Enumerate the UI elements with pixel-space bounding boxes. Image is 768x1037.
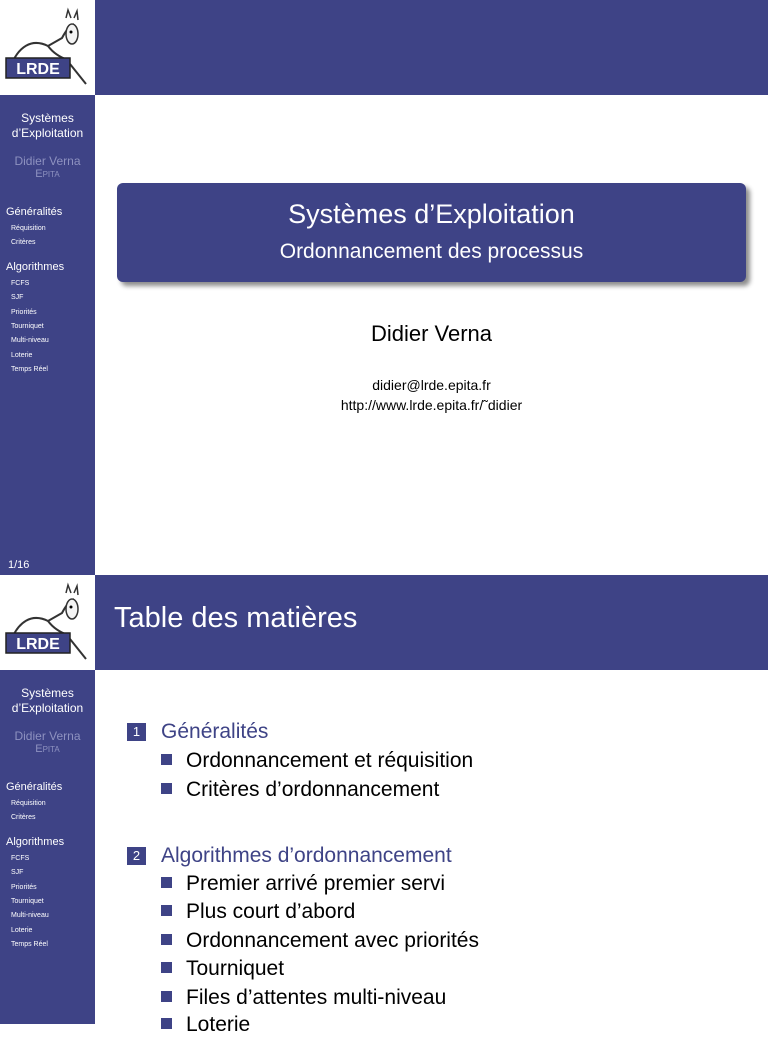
sidebar-item-fcfs[interactable]: FCFS xyxy=(11,280,30,287)
toc-item-label: Loterie xyxy=(186,1013,251,1036)
toc-item[interactable] xyxy=(161,749,473,773)
sidebar-author-name: Didier Verna xyxy=(14,154,81,168)
sidebar-title-line2: d’Exploitation xyxy=(11,701,84,715)
toc-item[interactable] xyxy=(161,957,284,981)
sidebar-item-multi-niveau[interactable]: Multi-niveau xyxy=(11,912,49,919)
lrde-logo xyxy=(0,575,95,670)
sidebar-item-priorites[interactable]: Priorités xyxy=(11,309,37,316)
frame-title: Table des matières xyxy=(114,602,358,634)
sidebar-item-tourniquet[interactable]: Tourniquet xyxy=(11,323,44,330)
sidebar-item-criteres[interactable]: Critères xyxy=(11,814,36,821)
title-block xyxy=(117,183,746,282)
toc-item-label: Files d’attentes multi-niveau xyxy=(186,986,447,1009)
sidebar-item-requisition[interactable]: Réquisition xyxy=(11,225,46,232)
sidebar-section-algorithmes[interactable]: Algorithmes xyxy=(6,836,65,848)
bullet-square-icon xyxy=(161,991,172,1002)
bullet-square-icon xyxy=(161,1018,172,1029)
sidebar-title xyxy=(0,686,95,716)
toc-item[interactable] xyxy=(161,872,445,896)
sidebar-item-sjf[interactable]: SJF xyxy=(11,869,24,876)
toc-item-label: Ordonnancement et réquisition xyxy=(186,749,474,772)
sidebar-item-loterie[interactable]: Loterie xyxy=(11,352,33,359)
sidebar xyxy=(0,0,95,575)
toc-item-label: Critères d’ordonnancement xyxy=(186,778,440,801)
toc-section-title[interactable]: Généralités xyxy=(161,720,269,743)
author-url[interactable]: http://www.lrde.epita.fr/˜didier xyxy=(340,397,523,413)
sidebar-item-temps-reel[interactable]: Temps Réel xyxy=(11,366,48,373)
toc-item-label: Premier arrivé premier servi xyxy=(186,872,446,895)
header-bar xyxy=(95,0,768,95)
sidebar-title-line1: Systèmes xyxy=(21,111,74,125)
sidebar-institution: Epita xyxy=(35,168,60,180)
sidebar-item-criteres[interactable]: Critères xyxy=(11,239,36,246)
sidebar-item-sjf[interactable]: SJF xyxy=(11,294,24,301)
header-bar xyxy=(95,575,768,670)
page-number: 1/16 xyxy=(8,559,30,571)
sidebar-item-multi-niveau[interactable]: Multi-niveau xyxy=(11,337,49,344)
sidebar-item-loterie[interactable]: Loterie xyxy=(11,927,33,934)
slide-table-of-contents xyxy=(0,575,768,1036)
sidebar xyxy=(0,575,95,1024)
sidebar-item-temps-reel[interactable]: Temps Réel xyxy=(11,941,48,948)
sidebar-author xyxy=(0,730,95,756)
sidebar-section-generalites[interactable]: Généralités xyxy=(6,206,63,218)
toc-item-label: Ordonnancement avec priorités xyxy=(186,929,479,952)
bullet-square-icon xyxy=(161,783,172,794)
toc-item[interactable] xyxy=(161,778,439,802)
toc-item[interactable] xyxy=(161,986,446,1010)
presentation-title: Systèmes d’Exploitation xyxy=(288,199,575,229)
sidebar-item-tourniquet[interactable]: Tourniquet xyxy=(11,898,44,905)
presentation-subtitle: Ordonnancement des processus xyxy=(279,240,584,263)
sidebar-title-line2: d’Exploitation xyxy=(11,126,84,140)
bullet-square-icon xyxy=(161,934,172,945)
sidebar-item-fcfs[interactable]: FCFS xyxy=(11,855,30,862)
sidebar-title-line1: Systèmes xyxy=(21,686,74,700)
toc-section-number: 1 xyxy=(127,723,146,741)
bullet-square-icon xyxy=(161,754,172,765)
sidebar-title xyxy=(0,111,95,141)
sidebar-section-algorithmes[interactable]: Algorithmes xyxy=(6,261,65,273)
toc-section-number: 2 xyxy=(127,847,146,865)
toc-item-label: Plus court d’abord xyxy=(186,900,356,923)
sidebar-author-name: Didier Verna xyxy=(14,729,81,743)
toc-item[interactable] xyxy=(161,900,355,924)
bullet-square-icon xyxy=(161,905,172,916)
svg-text:LRDE: LRDE xyxy=(16,61,60,78)
author-email[interactable]: didier@lrde.epita.fr xyxy=(372,377,491,393)
sidebar-section-generalites[interactable]: Généralités xyxy=(6,781,63,793)
toc-section-title[interactable]: Algorithmes d’ordonnancement xyxy=(161,844,452,867)
sidebar-item-priorites[interactable]: Priorités xyxy=(11,884,37,891)
author-name: Didier Verna xyxy=(370,321,493,346)
toc-item-label: Tourniquet xyxy=(186,957,285,980)
bullet-square-icon xyxy=(161,962,172,973)
sidebar-institution: Epita xyxy=(35,743,60,755)
sidebar-author xyxy=(0,155,95,181)
lrde-logo xyxy=(0,0,95,95)
bullet-square-icon xyxy=(161,877,172,888)
toc-item[interactable] xyxy=(161,1013,250,1037)
toc-item[interactable] xyxy=(161,929,479,953)
sidebar-item-requisition[interactable]: Réquisition xyxy=(11,800,46,807)
svg-text:LRDE: LRDE xyxy=(16,636,60,653)
